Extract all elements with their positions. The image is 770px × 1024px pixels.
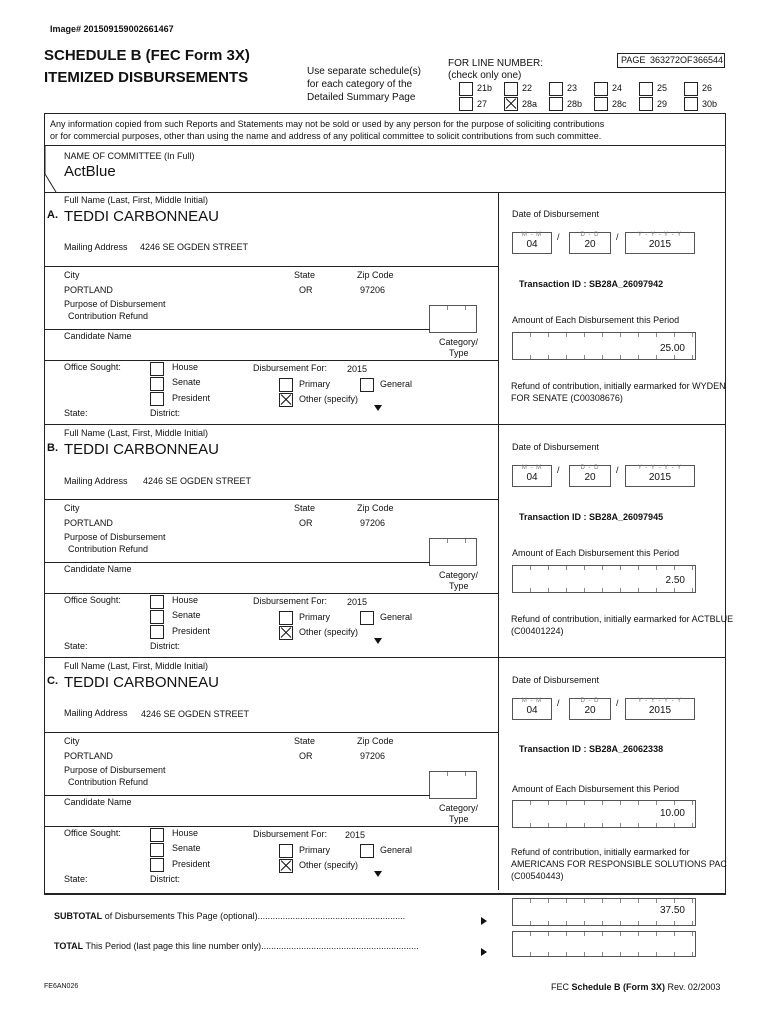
date-year[interactable]: Y - Y - Y - Y 2015 [625, 698, 695, 720]
notice-line-2: or for commercial purposes, other than using the name and address of any political committee to solicit contributions from such committee. [50, 131, 602, 141]
other-checkbox[interactable] [279, 626, 293, 640]
disbursement-for-label: Disbursement For: [253, 596, 328, 606]
form-title: SCHEDULE B (FEC Form 3X) [44, 47, 250, 64]
city-value[interactable]: PORTLAND [64, 518, 113, 528]
memo-line-2: AMERICANS FOR RESPONSIBLE SOLUTIONS PAC [511, 859, 727, 869]
of-label: OF [680, 55, 693, 65]
city-value[interactable]: PORTLAND [64, 285, 113, 295]
house-checkbox[interactable] [150, 362, 164, 376]
president-label: President [172, 626, 211, 636]
total-arrow-icon [481, 943, 487, 961]
total-row [54, 941, 419, 951]
state-label: State [294, 270, 316, 280]
other-label: Other (specify) [299, 627, 359, 637]
committee-name: ActBlue [64, 163, 116, 180]
other-label: Other (specify) [299, 860, 359, 870]
amount-value: 10.00 [659, 808, 685, 819]
line-30b-checkbox[interactable] [684, 97, 698, 111]
other-checkbox[interactable] [279, 393, 293, 407]
state-value[interactable]: OR [299, 285, 313, 295]
general-label: General [380, 379, 413, 389]
subtotal-value: 37.50 [659, 905, 685, 916]
other-checkbox[interactable] [279, 859, 293, 873]
disbursement-year[interactable]: 2015 [347, 364, 368, 374]
mailing-address[interactable]: 4246 SE OGDEN STREET [143, 476, 252, 486]
subtotal-row [54, 911, 405, 921]
candidate-name-label: Candidate Name [64, 797, 132, 807]
category-label: Category/ [439, 803, 479, 813]
date-slash: / [616, 232, 619, 242]
purpose-value[interactable]: Contribution Refund [68, 777, 149, 787]
subtotal-box[interactable] [512, 898, 696, 926]
type-label: Type [449, 814, 469, 824]
president-checkbox[interactable] [150, 625, 164, 639]
district-label: District: [150, 408, 180, 418]
president-checkbox[interactable] [150, 858, 164, 872]
line-29-label: 29 [657, 99, 668, 109]
dropdown-arrow-icon [374, 864, 382, 882]
state-office-label: State: [64, 874, 88, 884]
entry-letter: C. [47, 675, 58, 687]
line-number-label: FOR LINE NUMBER: [448, 58, 544, 69]
general-checkbox[interactable] [360, 844, 374, 858]
line-29-checkbox[interactable] [639, 97, 653, 111]
full-name-label: Full Name (Last, First, Middle Initial) [64, 428, 209, 438]
amount-value: 2.50 [665, 575, 685, 586]
city-label: City [64, 503, 80, 513]
house-label: House [172, 362, 199, 372]
category-type-box[interactable] [429, 771, 477, 799]
office-sought-label: Office Sought: [64, 362, 121, 372]
primary-label: Primary [299, 612, 330, 622]
mailing-address-label: Mailing Address [64, 242, 128, 252]
line-27-label: 27 [477, 99, 488, 109]
disbursement-for-label: Disbursement For: [253, 363, 328, 373]
date-slash: / [557, 465, 560, 475]
state-value[interactable]: OR [299, 751, 313, 761]
memo-line-2: FOR SENATE (C00308676) [511, 393, 623, 403]
total-box[interactable] [512, 931, 696, 957]
date-day[interactable]: D - D 20 [569, 465, 611, 487]
zip-label: Zip Code [357, 503, 394, 513]
general-checkbox[interactable] [360, 611, 374, 625]
date-slash: / [557, 698, 560, 708]
full-name-label: Full Name (Last, First, Middle Initial) [64, 661, 209, 671]
memo-line-1: Refund of contribution, initially earmarked for WYDEN [511, 381, 726, 391]
instructions-line-2: for each category of the [307, 79, 413, 90]
disbursement-year[interactable]: 2015 [345, 830, 366, 840]
purpose-value[interactable]: Contribution Refund [68, 544, 149, 554]
senate-label: Senate [172, 610, 201, 620]
category-label: Category/ [439, 570, 479, 580]
primary-checkbox[interactable] [279, 844, 293, 858]
mailing-address[interactable]: 4246 SE OGDEN STREET [140, 242, 249, 252]
subtotal-arrow-icon [481, 912, 487, 930]
footer-fec: FEC [551, 982, 569, 992]
date-label: Date of Disbursement [512, 442, 600, 452]
page-label: PAGE [621, 55, 646, 65]
president-checkbox[interactable] [150, 392, 164, 406]
primary-label: Primary [299, 379, 330, 389]
line-25-label: 25 [657, 83, 668, 93]
page-number-box [617, 53, 725, 68]
line-28b-checkbox[interactable] [549, 97, 563, 111]
instructions-line-1: Use separate schedule(s) [307, 66, 421, 77]
date-slash: / [616, 698, 619, 708]
house-label: House [172, 828, 199, 838]
transaction-id: Transaction ID : SB28A_26097942 [519, 279, 664, 289]
city-label: City [64, 736, 80, 746]
page-total: 366544 [693, 55, 724, 65]
memo-line-2: (C00401224) [511, 626, 564, 636]
payee-name[interactable]: TEDDI CARBONNEAU [64, 208, 220, 225]
memo-line-1: Refund of contribution, initially earmarked for [511, 847, 690, 857]
mailing-address-label: Mailing Address [64, 476, 128, 486]
memo-line-1: Refund of contribution, initially earmarked for ACTBLUE [511, 614, 734, 624]
district-label: District: [150, 641, 180, 651]
page-number: 363272 [650, 55, 681, 65]
district-label: District: [150, 874, 180, 884]
entry-letter: A. [47, 209, 58, 221]
line-30b-label: 30b [702, 99, 718, 109]
city-value[interactable]: PORTLAND [64, 751, 113, 761]
house-checkbox[interactable] [150, 828, 164, 842]
form-code: FE6AN026 [44, 983, 79, 990]
zip-value[interactable]: 97206 [360, 751, 386, 761]
notice-line-1: Any information copied from such Reports and Statements may not be sold or used by any person for the purpose of soliciting contributions [50, 119, 605, 129]
disbursement-for-label: Disbursement For: [253, 829, 328, 839]
line-21b-checkbox[interactable] [459, 82, 473, 96]
zip-value[interactable]: 97206 [360, 285, 386, 295]
image-id: Image# 201509159002661467 [50, 24, 174, 34]
line-26-checkbox[interactable] [684, 82, 698, 96]
amount-box[interactable] [512, 800, 696, 828]
form-footer [551, 982, 720, 992]
date-label: Date of Disbursement [512, 209, 600, 219]
senate-checkbox[interactable] [150, 377, 164, 391]
entry-letter: B. [47, 442, 58, 454]
transaction-id: Transaction ID : SB28A_26097945 [519, 512, 664, 522]
house-checkbox[interactable] [150, 595, 164, 609]
state-office-label: State: [64, 408, 88, 418]
memo-line-3: (C00540443) [511, 871, 564, 881]
senate-label: Senate [172, 843, 201, 853]
other-label: Other (specify) [299, 394, 359, 404]
state-label: State [294, 503, 316, 513]
line-28a-checkbox[interactable] [504, 97, 518, 111]
line-22-checkbox[interactable] [504, 82, 518, 96]
zip-value[interactable]: 97206 [360, 518, 386, 528]
date-month[interactable]: M - M 04 [512, 698, 552, 720]
date-month[interactable]: M - M 04 [512, 232, 552, 254]
amount-box[interactable] [512, 565, 696, 593]
total-label: TOTAL [54, 941, 84, 951]
office-sought-label: Office Sought: [64, 828, 121, 838]
line-24-checkbox[interactable] [594, 82, 608, 96]
line-21b-label: 21b [477, 83, 493, 93]
subtotal-text: of Disbursements This Page (optional)........................................................... [104, 911, 406, 921]
zip-label: Zip Code [357, 270, 394, 280]
city-label: City [64, 270, 80, 280]
payee-name[interactable]: TEDDI CARBONNEAU [64, 441, 220, 458]
mailing-address[interactable]: 4246 SE OGDEN STREET [141, 709, 250, 719]
senate-label: Senate [172, 377, 201, 387]
purpose-label: Purpose of Disbursement [64, 765, 166, 775]
president-label: President [172, 393, 211, 403]
check-only-one: (check only one) [448, 70, 522, 81]
full-name-label: Full Name (Last, First, Middle Initial) [64, 195, 209, 205]
footer-revision: Rev. 02/2003 [667, 982, 721, 992]
purpose-label: Purpose of Disbursement [64, 532, 166, 542]
amount-label: Amount of Each Disbursement this Period [512, 784, 680, 794]
general-label: General [380, 845, 413, 855]
line-25-checkbox[interactable] [639, 82, 653, 96]
date-slash: / [557, 232, 560, 242]
general-checkbox[interactable] [360, 378, 374, 392]
date-day[interactable]: D - D 20 [569, 232, 611, 254]
line-28b-label: 28b [567, 99, 583, 109]
disbursement-year[interactable]: 2015 [347, 597, 368, 607]
primary-label: Primary [299, 845, 330, 855]
form-subtitle: ITEMIZED DISBURSEMENTS [44, 69, 249, 86]
date-slash: / [616, 465, 619, 475]
mailing-address-label: Mailing Address [64, 708, 128, 718]
line-23-label: 23 [567, 83, 578, 93]
general-label: General [380, 612, 413, 622]
senate-checkbox[interactable] [150, 610, 164, 624]
payee-name[interactable]: TEDDI CARBONNEAU [64, 674, 220, 691]
amount-box[interactable] [512, 332, 696, 360]
dropdown-arrow-icon [374, 398, 382, 416]
transaction-id: Transaction ID : SB28A_26062338 [519, 744, 664, 754]
state-office-label: State: [64, 641, 88, 651]
state-label: State [294, 736, 316, 746]
date-month[interactable]: M - M 04 [512, 465, 552, 487]
candidate-name-label: Candidate Name [64, 564, 132, 574]
committee-bracket [44, 146, 60, 194]
purpose-label: Purpose of Disbursement [64, 299, 166, 309]
amount-label: Amount of Each Disbursement this Period [512, 315, 680, 325]
dropdown-arrow-icon [374, 631, 382, 649]
instructions-line-3: Detailed Summary Page [307, 92, 416, 103]
type-label: Type [449, 348, 469, 358]
line-28c-label: 28c [612, 99, 627, 109]
category-type-box[interactable] [429, 538, 477, 566]
primary-checkbox[interactable] [279, 611, 293, 625]
state-value[interactable]: OR [299, 518, 313, 528]
category-label: Category/ [439, 337, 479, 347]
category-type-box[interactable] [429, 305, 477, 333]
line-24-label: 24 [612, 83, 623, 93]
committee-label: NAME OF COMMITTEE (In Full) [64, 151, 195, 161]
type-label: Type [449, 581, 469, 591]
date-day[interactable]: D - D 20 [569, 698, 611, 720]
candidate-name-label: Candidate Name [64, 331, 132, 341]
amount-value: 25.00 [659, 343, 685, 354]
line-26-label: 26 [702, 83, 713, 93]
subtotal-label: SUBTOTAL [54, 911, 103, 921]
amount-label: Amount of Each Disbursement this Period [512, 548, 680, 558]
president-label: President [172, 859, 211, 869]
office-sought-label: Office Sought: [64, 595, 121, 605]
total-text: This Period (last page this line number only)............................................................... [85, 941, 419, 951]
house-label: House [172, 595, 199, 605]
zip-label: Zip Code [357, 736, 394, 746]
footer-form-name: Schedule B (Form 3X) [571, 982, 666, 992]
line-28c-checkbox[interactable] [594, 97, 608, 111]
date-year[interactable]: Y - Y - Y - Y 2015 [625, 232, 695, 254]
date-label: Date of Disbursement [512, 675, 600, 685]
senate-checkbox[interactable] [150, 843, 164, 857]
line-28a-label: 28a [522, 99, 538, 109]
line-27-checkbox[interactable] [459, 97, 473, 111]
date-year[interactable]: Y - Y - Y - Y 2015 [625, 465, 695, 487]
purpose-value[interactable]: Contribution Refund [68, 311, 149, 321]
line-23-checkbox[interactable] [549, 82, 563, 96]
primary-checkbox[interactable] [279, 378, 293, 392]
line-22-label: 22 [522, 83, 533, 93]
